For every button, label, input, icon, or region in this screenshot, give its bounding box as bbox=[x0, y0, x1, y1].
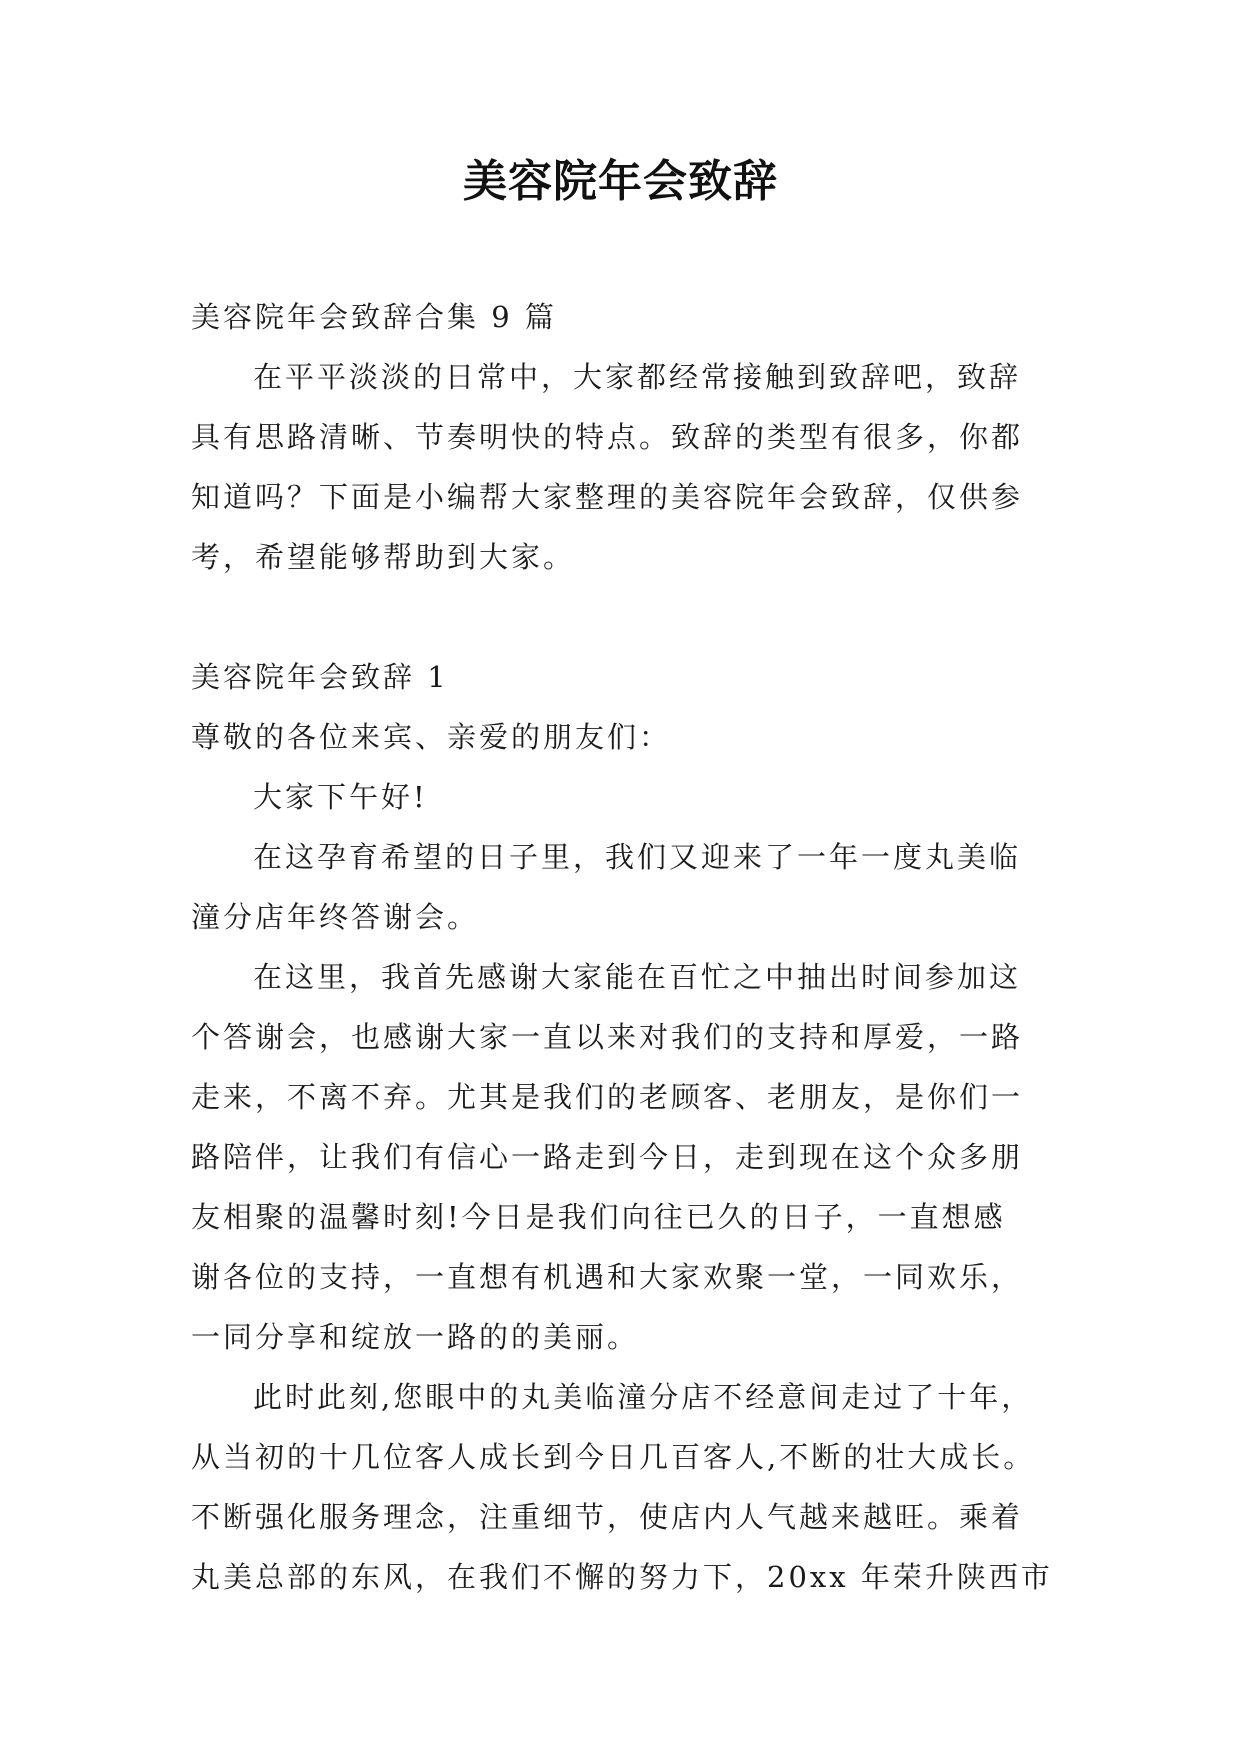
text-line: 不断强化服务理念，注重细节，使店内人气越来越旺。乘着 bbox=[191, 1500, 1024, 1534]
text-line: 此时此刻,您眼中的丸美临潼分店不经意间走过了十年， bbox=[253, 1380, 1034, 1414]
text-line: 谢各位的支持，一直想有机遇和大家欢聚一堂，一同欢乐， bbox=[191, 1260, 1024, 1294]
subtitle: 美容院年会致辞合集 9 篇 bbox=[191, 300, 557, 334]
text-line: 在这孕育希望的日子里，我们又迎来了一年一度丸美临 bbox=[253, 840, 1022, 874]
text-line: 考，希望能够帮助到大家。 bbox=[191, 540, 576, 574]
paragraph-gap bbox=[191, 587, 1061, 647]
text-line: 在平平淡淡的日常中，大家都经常接触到致辞吧，致辞 bbox=[253, 360, 1022, 394]
text-line: 个答谢会，也感谢大家一直以来对我们的支持和厚爱，一路 bbox=[191, 1020, 1024, 1054]
text-line: 一同分享和绽放一路的的美丽。 bbox=[191, 1320, 640, 1354]
greeting: 大家下午好! bbox=[253, 780, 428, 814]
text-line: 从当初的十几位客人成长到今日几百客人,不断的壮大成长。 bbox=[191, 1440, 1036, 1474]
text-line: 路陪伴，让我们有信心一路走到今日，走到现在这个众多朋 bbox=[191, 1140, 1024, 1174]
text-line: 丸美总部的东风，在我们不懈的努力下，20xx 年荣升陕西市 bbox=[191, 1560, 1053, 1594]
paragraph-3 bbox=[191, 1367, 1061, 1607]
paragraph-1 bbox=[191, 827, 1061, 947]
paragraph-2 bbox=[191, 947, 1061, 1367]
text-line: 潼分店年终答谢会。 bbox=[191, 900, 480, 934]
text-line: 友相聚的温馨时刻!今日是我们向往已久的日子，一直想感 bbox=[191, 1200, 1006, 1234]
text-line: 具有思路清晰、节奏明快的特点。致辞的类型有很多，你都 bbox=[191, 420, 1024, 454]
text-line: 走来，不离不弃。尤其是我们的老顾客、老朋友，是你们一 bbox=[191, 1080, 1024, 1114]
section-heading: 美容院年会致辞 1 bbox=[191, 660, 449, 694]
document-title: 美容院年会致辞 bbox=[463, 156, 778, 207]
intro-paragraph bbox=[191, 347, 1061, 587]
salutation: 尊敬的各位来宾、亲爱的朋友们： bbox=[191, 720, 672, 754]
text-line: 在这里，我首先感谢大家能在百忙之中抽出时间参加这 bbox=[253, 960, 1022, 994]
text-line: 知道吗？下面是小编帮大家整理的美容院年会致辞，仅供参 bbox=[191, 480, 1024, 514]
document-body bbox=[191, 287, 1061, 1607]
